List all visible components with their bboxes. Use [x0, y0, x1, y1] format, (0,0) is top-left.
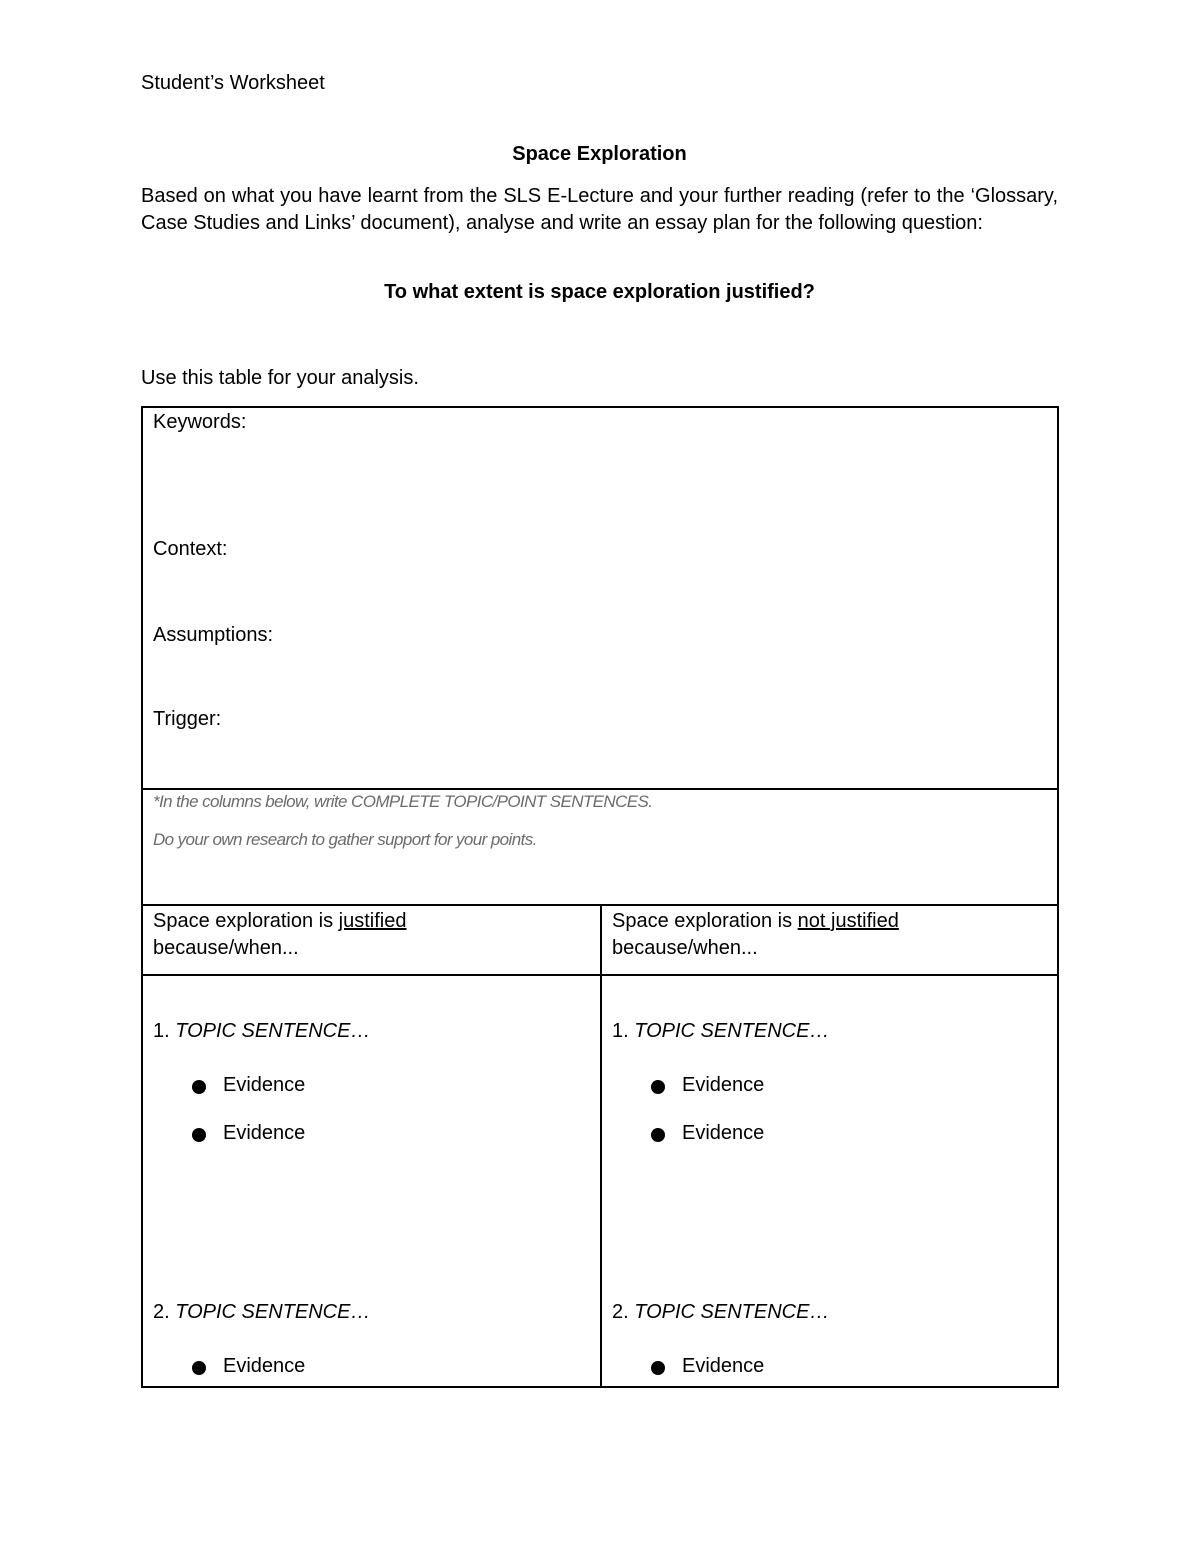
- column-header-suffix: because/when...: [153, 937, 299, 959]
- column-header-suffix: because/when...: [612, 937, 758, 959]
- instruction-line-1: *In the columns below, write COMPLETE TOPIC/POINT SENTENCES.: [153, 792, 653, 811]
- column-header-keyword: justified: [338, 910, 407, 932]
- analysis-table: [141, 406, 1059, 1388]
- bullet-icon: [192, 1128, 206, 1142]
- worksheet-label: Student’s Worksheet: [141, 72, 325, 94]
- page-title: Space Exploration: [512, 143, 687, 165]
- column-divider: [600, 906, 602, 1388]
- topic-sentence-text: TOPIC SENTENCE…: [634, 1301, 830, 1323]
- bullet-icon: [651, 1361, 665, 1375]
- analysis-prompts-cell[interactable]: [143, 408, 1057, 790]
- instruction-line-2: Do your own research to gather support for your points.: [153, 830, 537, 849]
- topic-sentence: [612, 1300, 829, 1324]
- table-instruction: Use this table for your analysis.: [141, 367, 419, 389]
- intro-paragraph: Based on what you have learnt from the SLS E-Lecture and your further reading (refer to the ‘Glossary, Case Studies and Links’ document), analyse and write an essay plan for the following question:: [141, 185, 1058, 234]
- essay-question: To what extent is space exploration justified?: [384, 281, 815, 303]
- evidence-item: Evidence: [682, 1122, 765, 1144]
- point-number: 2.: [153, 1301, 170, 1323]
- context-label: Context:: [153, 538, 228, 560]
- trigger-label: Trigger:: [153, 708, 222, 730]
- topic-sentence-text: TOPIC SENTENCE…: [175, 1020, 371, 1042]
- evidence-item: Evidence: [223, 1122, 306, 1144]
- assumptions-label: Assumptions:: [153, 624, 274, 646]
- keywords-label: Keywords:: [153, 411, 247, 433]
- bullet-icon: [192, 1361, 206, 1375]
- column-header-prefix: Space exploration is: [612, 910, 798, 932]
- topic-sentence: [612, 1019, 829, 1043]
- topic-sentence: [153, 1019, 370, 1043]
- evidence-item: Evidence: [223, 1074, 306, 1096]
- instructions-cell: [143, 790, 1057, 906]
- bullet-icon: [192, 1080, 206, 1094]
- topic-sentence-text: TOPIC SENTENCE…: [175, 1301, 371, 1323]
- point-number: 1.: [612, 1020, 629, 1042]
- bullet-icon: [651, 1080, 665, 1094]
- evidence-item: Evidence: [682, 1074, 765, 1096]
- column-header-not-justified: [612, 908, 899, 962]
- evidence-item: Evidence: [223, 1355, 306, 1377]
- column-header-keyword: not justified: [797, 910, 899, 932]
- point-number: 1.: [153, 1020, 170, 1042]
- topic-sentence-text: TOPIC SENTENCE…: [634, 1020, 830, 1042]
- evidence-item: Evidence: [682, 1355, 765, 1377]
- column-header-prefix: Space exploration is: [153, 910, 339, 932]
- topic-sentence: [153, 1300, 370, 1324]
- point-number: 2.: [612, 1301, 629, 1323]
- bullet-icon: [651, 1128, 665, 1142]
- column-header-justified: [153, 908, 406, 962]
